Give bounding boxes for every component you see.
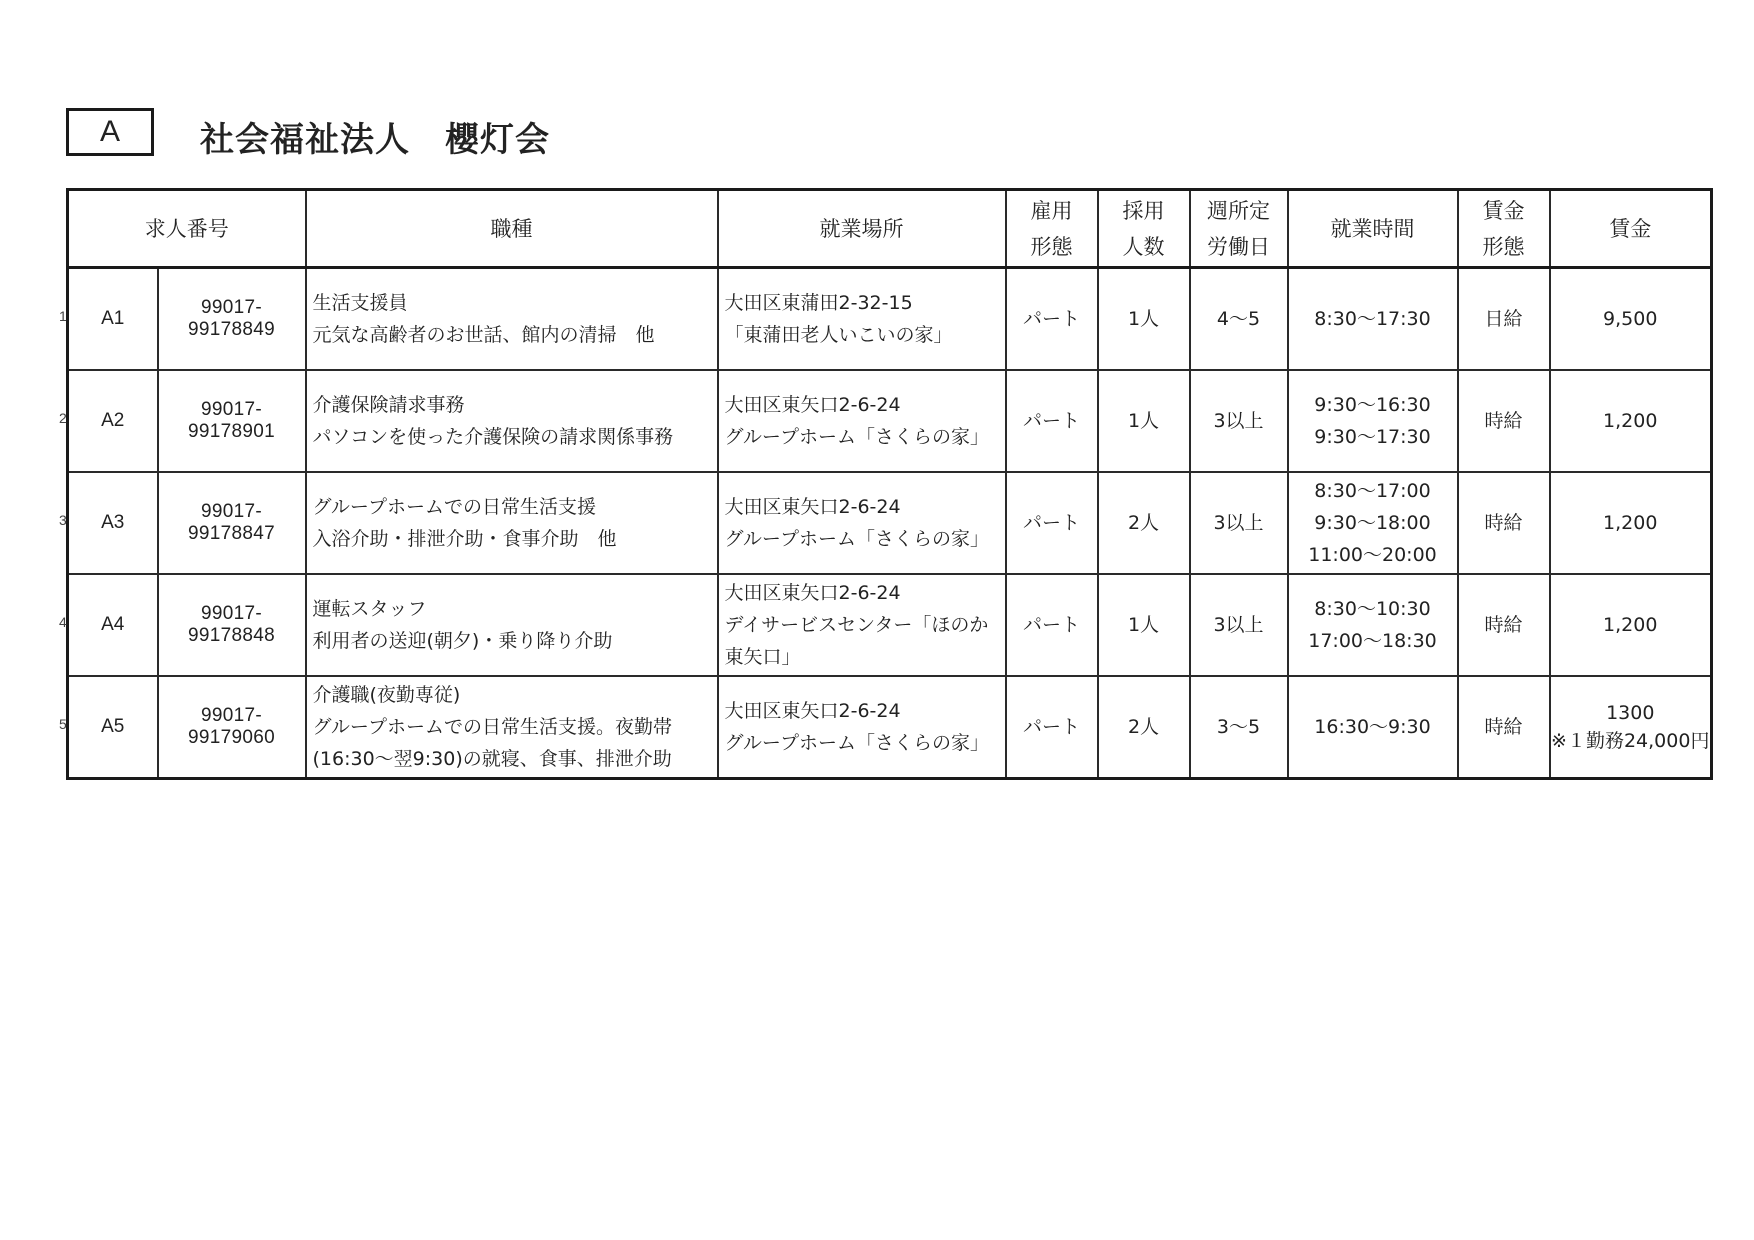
employment-type: パート (1006, 574, 1098, 676)
row-id-cell (59, 370, 158, 472)
work-hours: 9:30～16:30 9:30～17:30 (1288, 370, 1458, 472)
hires: 2人 (1098, 676, 1190, 779)
job-number: 99017-99179060 (158, 676, 306, 779)
section-code-box: A (66, 108, 154, 156)
table-row (68, 676, 1712, 779)
job-listings-table (59, 188, 1713, 780)
header-employment-type: 雇用 形態 (1006, 190, 1098, 268)
hires: 1人 (1098, 574, 1190, 676)
row-line-number: 2 (59, 410, 67, 426)
row-line-number: 5 (59, 716, 67, 732)
job-number: 99017-99178901 (158, 370, 306, 472)
work-hours: 16:30～9:30 (1288, 676, 1458, 779)
workplace: 大田区東矢口2-6-24 グループホーム「さくらの家」 (718, 370, 1006, 472)
wage-type: 時給 (1458, 574, 1550, 676)
weekly-days: 3以上 (1190, 370, 1288, 472)
weekly-days: 3以上 (1190, 472, 1288, 574)
hires: 2人 (1098, 472, 1190, 574)
wage-type: 時給 (1458, 676, 1550, 779)
wage-type: 時給 (1458, 370, 1550, 472)
occupation: 介護保険請求事務 パソコンを使った介護保険の請求関係事務 (306, 370, 718, 472)
row-id-cell (59, 268, 158, 371)
employment-type: パート (1006, 370, 1098, 472)
row-line-number: 1 (59, 308, 67, 324)
table-header-row (68, 190, 1712, 268)
occupation: 生活支援員 元気な高齢者のお世話、館内の清掃 他 (306, 268, 718, 371)
occupation: 介護職(夜勤専従) グループホームでの日常生活支援。夜勤帯 (16:30～翌9:30)の就寝、食事、排泄介助 (306, 676, 718, 779)
hires: 1人 (1098, 268, 1190, 371)
work-hours: 8:30～17:30 (1288, 268, 1458, 371)
wage-type: 時給 (1458, 472, 1550, 574)
wage-type: 日給 (1458, 268, 1550, 371)
organization-name: 社会福祉法人 櫻灯会 (200, 120, 550, 160)
weekly-days: 4～5 (1190, 268, 1288, 371)
hires: 1人 (1098, 370, 1190, 472)
row-id: A4 (101, 614, 125, 635)
workplace: 大田区東矢口2-6-24 グループホーム「さくらの家」 (718, 676, 1006, 779)
header-hours: 就業時間 (1288, 190, 1458, 268)
employment-type: パート (1006, 676, 1098, 779)
occupation: 運転スタッフ 利用者の送迎(朝夕)・乗り降り介助 (306, 574, 718, 676)
table-row (68, 472, 1712, 574)
wage: 1300 ※１勤務24,000円 (1550, 676, 1712, 779)
header-wage-type: 賃金 形態 (1458, 190, 1550, 268)
table-row (68, 370, 1712, 472)
work-hours: 8:30～10:30 17:00～18:30 (1288, 574, 1458, 676)
weekly-days: 3～5 (1190, 676, 1288, 779)
row-line-number: 3 (59, 512, 67, 528)
wage: 9,500 (1550, 268, 1712, 371)
header-workplace: 就業場所 (718, 190, 1006, 268)
employment-type: パート (1006, 472, 1098, 574)
workplace: 大田区東蒲田2-32-15 「東蒲田老人いこいの家」 (718, 268, 1006, 371)
header-weekly-days: 週所定 労働日 (1190, 190, 1288, 268)
row-line-number: 4 (59, 614, 67, 630)
row-id: A1 (101, 308, 125, 329)
workplace: 大田区東矢口2-6-24 グループホーム「さくらの家」 (718, 472, 1006, 574)
header-hires: 採用 人数 (1098, 190, 1190, 268)
wage: 1,200 (1550, 574, 1712, 676)
weekly-days: 3以上 (1190, 574, 1288, 676)
row-id-cell (59, 676, 158, 779)
work-hours: 8:30～17:00 9:30～18:00 11:00～20:00 (1288, 472, 1458, 574)
row-id-cell (59, 472, 158, 574)
workplace: 大田区東矢口2-6-24 デイサービスセンター「ほのか 東矢口」 (718, 574, 1006, 676)
wage: 1,200 (1550, 472, 1712, 574)
job-number: 99017-99178848 (158, 574, 306, 676)
table-row (68, 574, 1712, 676)
wage: 1,200 (1550, 370, 1712, 472)
table-row (68, 268, 1712, 371)
employment-type: パート (1006, 268, 1098, 371)
job-number: 99017-99178847 (158, 472, 306, 574)
header-job-number: 求人番号 (68, 190, 306, 268)
header-occupation: 職種 (306, 190, 718, 268)
row-id-cell (59, 574, 158, 676)
header-wage: 賃金 (1550, 190, 1712, 268)
row-id: A3 (101, 512, 125, 533)
row-id: A2 (101, 410, 125, 431)
occupation: グループホームでの日常生活支援 入浴介助・排泄介助・食事介助 他 (306, 472, 718, 574)
job-number: 99017-99178849 (158, 268, 306, 371)
row-id: A5 (101, 716, 125, 737)
